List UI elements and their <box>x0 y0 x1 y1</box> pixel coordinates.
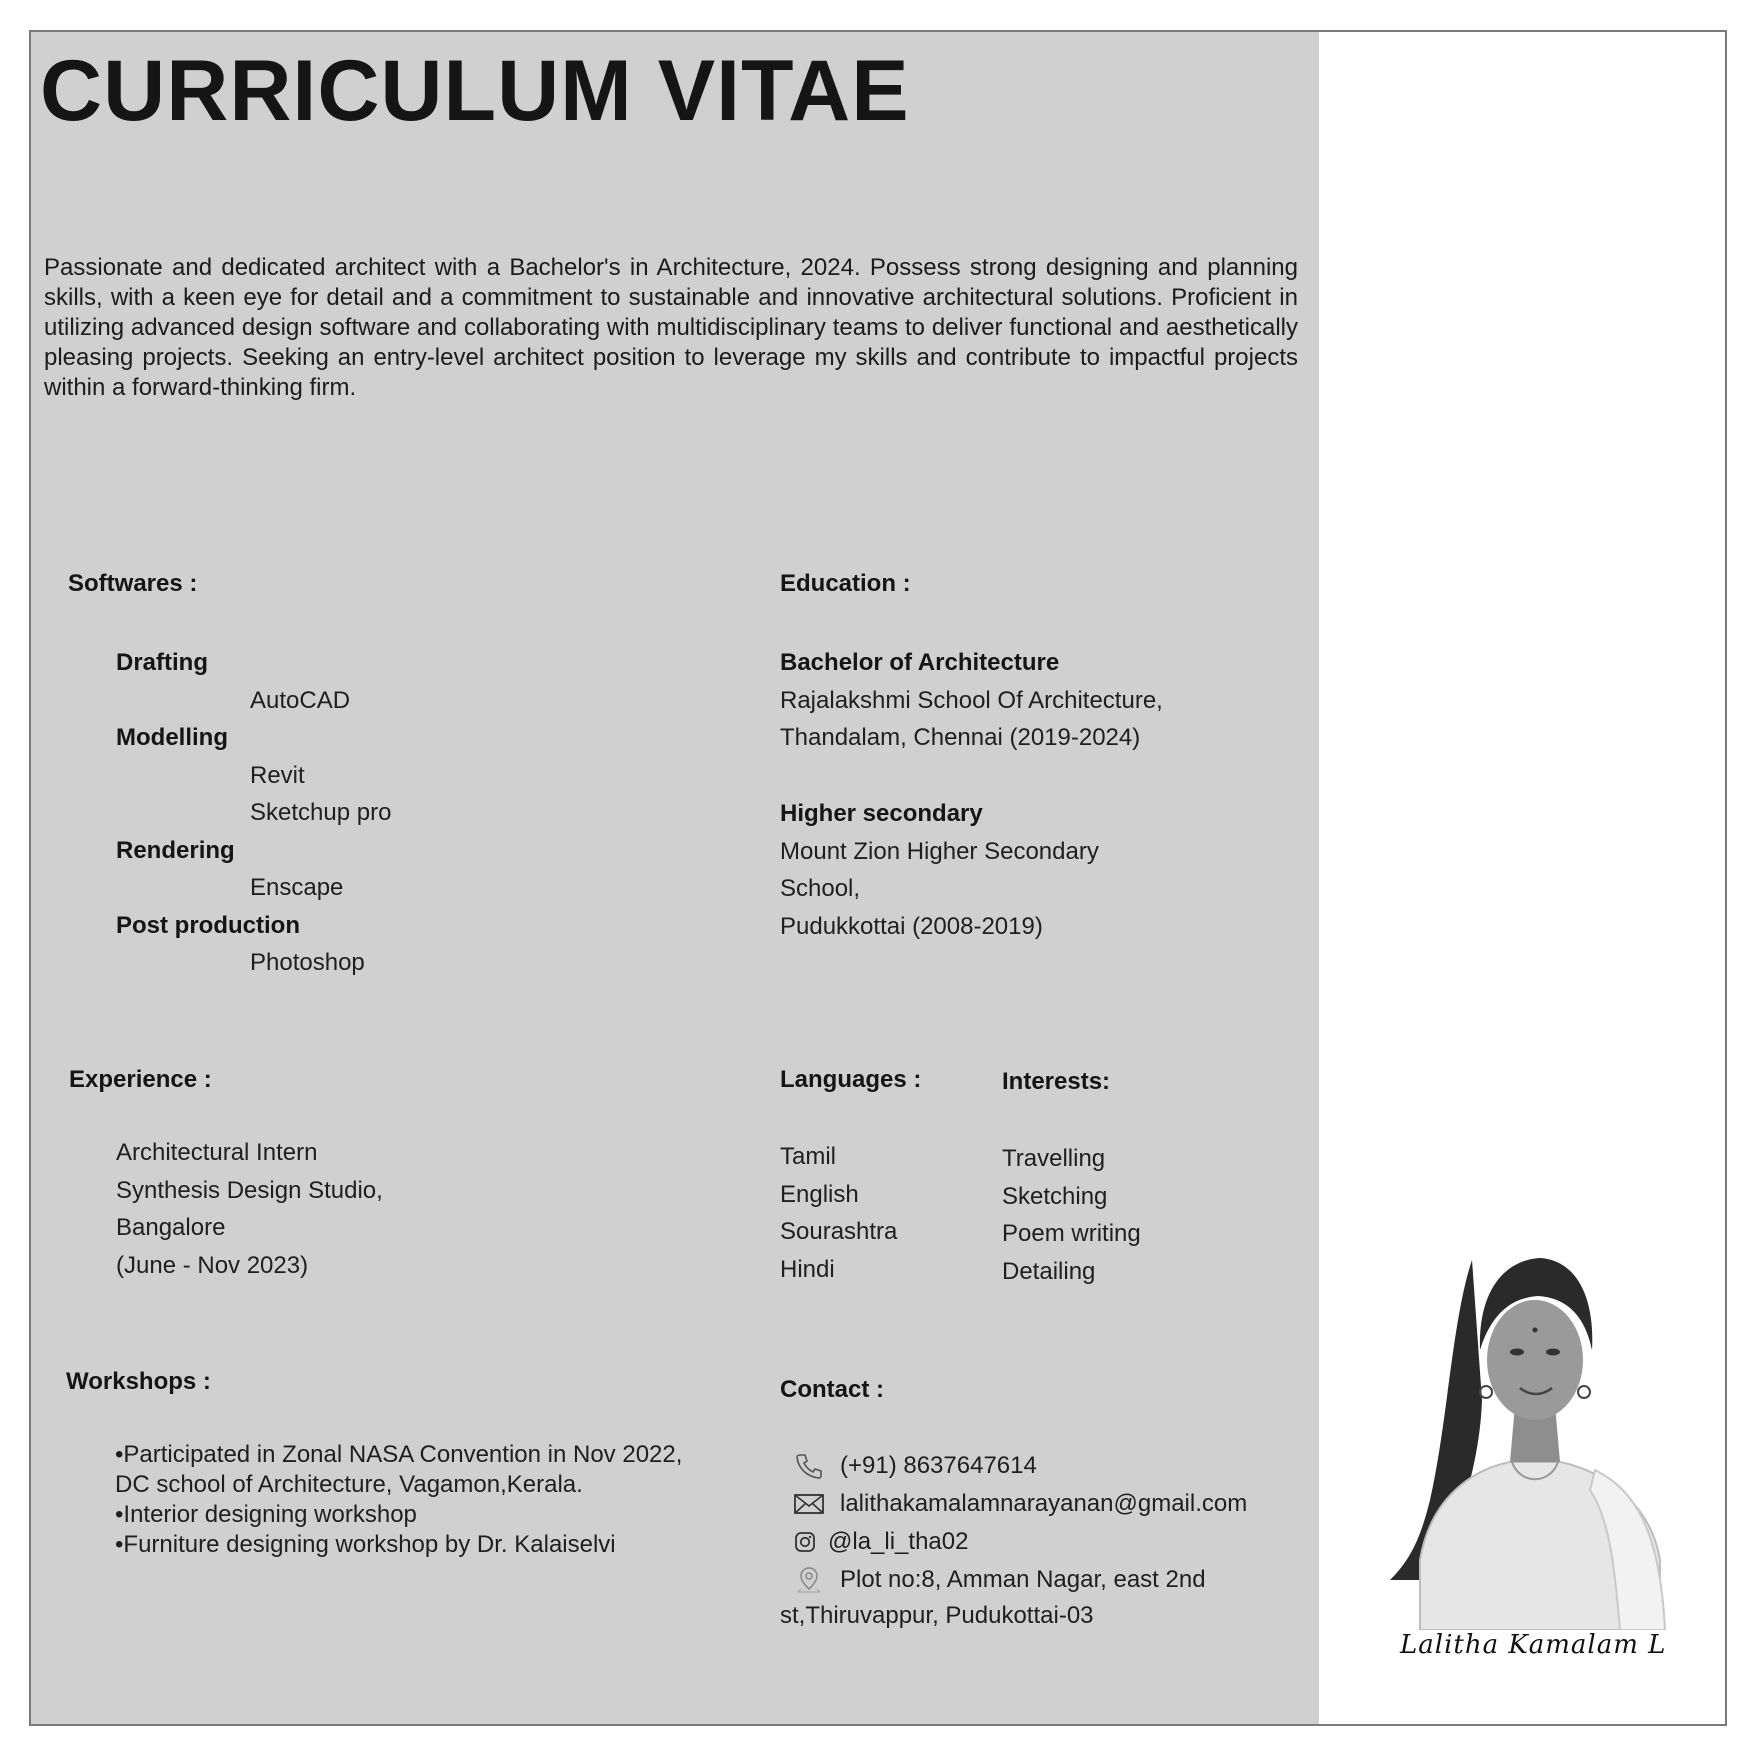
education-higher-secondary <box>780 795 1099 945</box>
education-line: Rajalakshmi School Of Architecture, <box>780 686 1163 714</box>
contact-phone-row <box>792 1447 1247 1485</box>
software-category-drafting: Drafting <box>116 649 208 676</box>
mail-icon <box>792 1489 826 1519</box>
interest-item: Detailing <box>1002 1257 1096 1285</box>
language-item: Hindi <box>780 1255 835 1283</box>
location-pin-icon <box>792 1565 826 1595</box>
workshops-list <box>115 1440 715 1560</box>
education-bachelor <box>780 644 1163 757</box>
interests-heading: Interests: <box>1002 1068 1111 1095</box>
software-item: AutoCAD <box>250 686 351 714</box>
education-line: Thandalam, Chennai (2019-2024) <box>780 724 1141 751</box>
profile-photo <box>1360 1200 1706 1630</box>
workshops-heading: Workshops : <box>66 1368 211 1395</box>
softwares-list <box>116 644 391 982</box>
workshop-line: •Interior designing workshop <box>115 1501 417 1528</box>
interest-item: Travelling <box>1002 1145 1106 1172</box>
contact-phone: (+91) 8637647614 <box>840 1452 1037 1479</box>
software-item: Enscape <box>250 874 344 901</box>
education-heading: Education : <box>780 570 911 597</box>
experience-heading: Experience : <box>69 1066 212 1093</box>
instagram-icon <box>792 1527 818 1557</box>
education-line: Pudukkottai (2008-2019) <box>780 912 1043 940</box>
workshop-line: •Participated in Zonal NASA Convention in Nov 2022, <box>115 1441 683 1468</box>
page-title: CURRICULUM VITAE <box>40 43 910 139</box>
software-category-rendering: Rendering <box>116 836 235 864</box>
interest-item: Sketching <box>1002 1182 1108 1210</box>
interests-list <box>1002 1140 1141 1290</box>
software-item: Revit <box>250 761 305 789</box>
languages-list <box>780 1138 897 1288</box>
software-item: Sketchup pro <box>250 799 392 826</box>
education-line: School, <box>780 875 861 902</box>
contact-heading: Contact : <box>780 1376 884 1403</box>
contact-address-line2: st,Thiruvappur, Pudukottai-03 <box>780 1602 1094 1629</box>
education-degree: Higher secondary <box>780 800 983 827</box>
language-item: Sourashtra <box>780 1218 898 1245</box>
contact-list <box>792 1447 1247 1599</box>
education-line: Mount Zion Higher Secondary <box>780 837 1099 865</box>
profile-summary: Passionate and dedicated architect with a Bachelor's in Architecture, 2024. Possess strong designing and planning skills, with a keen eye for detail and a commitment to sustainable and innovative architectural solutions. Proficient in utilizing advanced design software and collaborating with multidisciplinary teams to deliver functional and aesthetically pleasing projects. Seeking an entry-level architect position to leverage my skills and contribute to impactful projects within a forward-thinking firm. <box>44 254 1298 401</box>
contact-instagram[interactable]: @la_li_tha02 <box>828 1528 969 1555</box>
workshop-line: •Furniture designing workshop by Dr. Kalaiselvi <box>115 1531 616 1558</box>
experience-line: Architectural Intern <box>116 1139 318 1166</box>
contact-email[interactable]: lalithakamalamnarayanan@gmail.com <box>840 1490 1248 1517</box>
software-item: Photoshop <box>250 949 365 976</box>
signature: Lalitha Kamalam L <box>1400 1630 1667 1660</box>
workshop-line: DC school of Architecture, Vagamon,Kerala. <box>115 1471 583 1498</box>
experience-line: Bangalore <box>116 1214 226 1241</box>
education-degree: Bachelor of Architecture <box>780 649 1060 676</box>
experience-list <box>116 1134 383 1284</box>
phone-icon <box>792 1451 826 1481</box>
contact-address-row <box>792 1561 1247 1599</box>
contact-email-row <box>792 1485 1247 1523</box>
language-item: English <box>780 1180 859 1208</box>
experience-line: (June - Nov 2023) <box>116 1251 309 1279</box>
language-item: Tamil <box>780 1143 837 1170</box>
languages-heading: Languages : <box>780 1066 922 1093</box>
contact-address-line1: Plot no:8, Amman Nagar, east 2nd <box>840 1566 1206 1593</box>
software-category-modelling: Modelling <box>116 724 228 751</box>
contact-instagram-row <box>792 1523 1247 1561</box>
experience-line: Synthesis Design Studio, <box>116 1176 383 1204</box>
software-category-post-production: Post production <box>116 911 300 939</box>
softwares-heading: Softwares : <box>68 570 198 597</box>
interest-item: Poem writing <box>1002 1220 1141 1247</box>
